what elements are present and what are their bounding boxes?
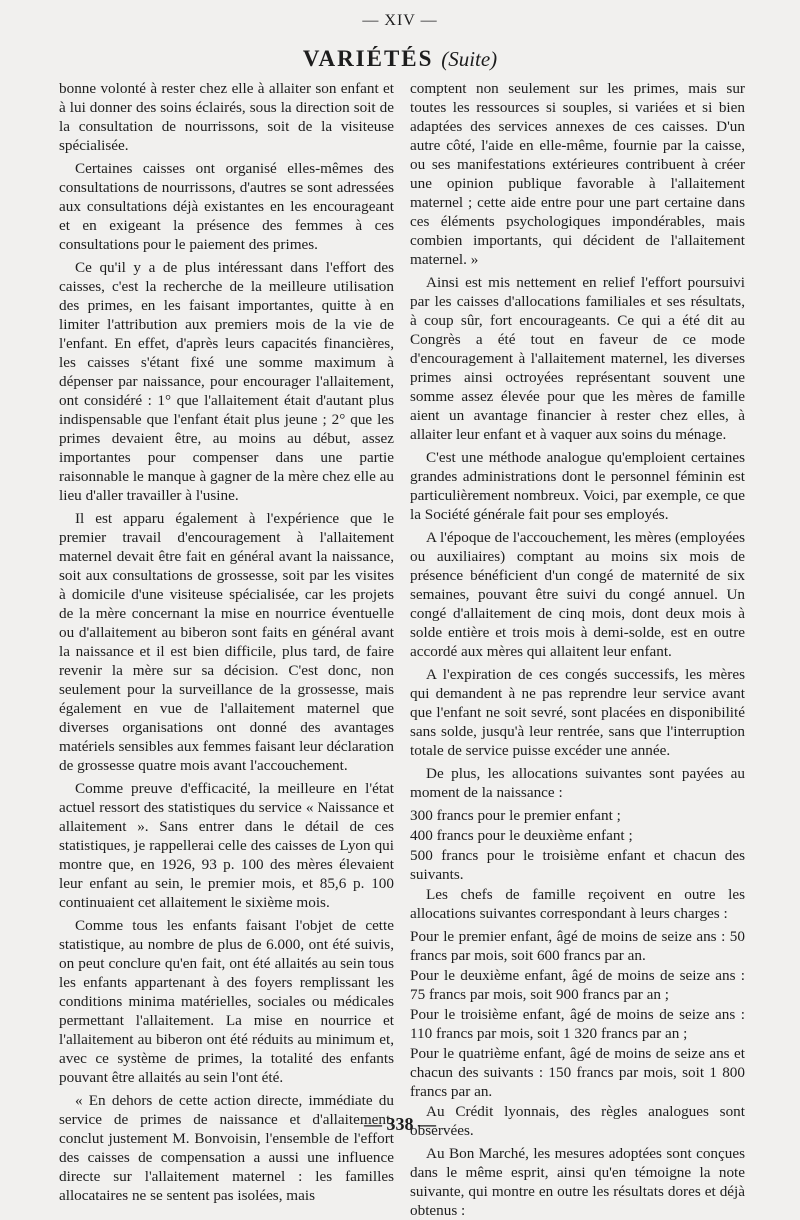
list-item: 500 francs pour le troisième enfant et chacun des suivants. <box>410 847 745 883</box>
paragraph: A l'expiration de ces congés successifs, les mères qui demandent à ne pas reprendre leur service avant que l'enfant ne soit sevré, sont placées en disponibilité sans solde, jusqu'à leur rentrée, sans que l'interruption totale de service puisse excéder une année. <box>410 666 745 759</box>
paragraph: A l'époque de l'accouchement, les mères (employées ou auxiliaires) comptant au moins six mois de présence bénéficient d'un congé de maternité de six semaines, pouvant être suivi du congé annuel. Un congé d'allaitement de cinq mois, dont deux mois à solde entière et trois mois à demi-solde, est en outre accordé aux mères qui allaitent leur enfant. <box>410 529 745 660</box>
paragraph: Les chefs de famille reçoivent en outre les allocations suivantes correspondant à leurs charges : <box>410 886 745 922</box>
section-subtitle: (Suite) <box>441 47 498 71</box>
paragraph: De plus, les allocations suivantes sont payées au moment de la naissance : <box>410 765 745 801</box>
list-item: Pour le deuxième enfant, âgé de moins de seize ans : 75 francs par mois, soit 900 francs par an ; <box>410 967 745 1003</box>
paragraph: Comme preuve d'efficacité, la meilleure en l'état actuel ressort des statistiques du service « Naissance et allaitement ». Sans entrer dans le détail de ces statistiques, je rappellerai celle des caisses de Lyon qui montre que, en 1926, 93 p. 100 des mères élevaient leur enfant au sein, le premier mois, et 85,6 p. 100 continuaient cet allaitement le sixième mois. <box>59 780 394 911</box>
section-title: VARIÉTÉS <box>302 46 434 71</box>
list-item: 400 francs pour le deuxième enfant ; <box>410 827 633 844</box>
list-item: Pour le troisième enfant, âgé de moins de seize ans : 110 francs par mois, soit 1 320 francs par an ; <box>410 1006 745 1042</box>
paragraph: C'est une méthode analogue qu'emploient certaines grandes administrations dont le personnel féminin est particulièrement nombreux. Voici, par exemple, ce que la Société générale fait pour ses employés. <box>410 449 745 523</box>
list-item: Pour le premier enfant, âgé de moins de seize ans : 50 francs par mois, soit 600 francs par an. <box>410 928 745 964</box>
paragraph: Ainsi est mis nettement en relief l'effort poursuivi par les caisses d'allocations familiales et ses résultats, à coup sûr, fort encourageants. Ce qui a été dit au Congrès a été tout en faveur de ce mode d'encouragement à l'allaitement maternel, les diverses primes ainsi octroyées représentant souvent une somme assez élevée pour que les mères de famille aient un avantage financier à rester chez elles, à allaiter leur enfant et à vaquer aux soins du ménage. <box>410 274 745 443</box>
right-column <box>410 79 745 1219</box>
list-item: Pour le quatrième enfant, âgé de moins de seize ans et chacun des suivants : 150 francs par mois, soit 1 800 francs par an. <box>410 1045 745 1100</box>
list-item: 300 francs pour le premier enfant ; <box>410 807 621 824</box>
left-column <box>59 79 394 1204</box>
paragraph: Au Bon Marché, les mesures adoptées sont conçues dans le même esprit, ainsi qu'en témoigne la note suivante, qui montre en outre les résultats dores et déjà obtenus : <box>410 1145 745 1219</box>
paragraph: Comme tous les enfants faisant l'objet de cette statistique, au nombre de plus de 6.000, ont été suivis, on peut conclure qu'en fait, ont été allaités au sein tous les enfants appartenant à des foyers remplissant les conditions minima matérielles, sociales ou médicales permettant l'allaitement. La mise en nourrice et l'allaitement au biberon ont été réduits au minimum et, avec ce système de primes, la totalité des enfants pouvant être allaités au sein l'ont été. <box>59 917 394 1086</box>
paragraph: Certaines caisses ont organisé elles-mêmes des consultations de nourrissons, d'autres se sont adressées aux consultations déjà existantes en les encourageant et en exigeant la présence des femmes à ces consultations pour le paiement des primes. <box>59 160 394 253</box>
paragraph: « En dehors de cette action directe, immédiate du service de primes de naissance et d'allaitement, conclut justement M. Bonvoisin, l'ensemble de l'effort des caisses de compensation a aussi une influence directe sur l'allaitement maternel : les familles allocataires ne se sentent pas isolées, mais <box>59 1092 394 1204</box>
paragraph: Ce qu'il y a de plus intéressant dans l'effort des caisses, c'est la recherche de la meilleure utilisation des primes, en les faisant importantes, quitte à en limiter l'attribution aux premiers mois de la vie de l'enfant. En effet, d'après leurs capacités financières, les caisses s'étant fixé une somme maximum à dépenser par naissance, pour encourager l'allaitement, ont considéré : 1° que l'allaitement était d'autant plus indispensable que l'enfant était plus jeune ; 2° que les primes devaient être, au moins au début, assez importantes pour compenser dans une partie raisonnable le manque à gagner de la mère chez elle au lieu d'aller travailler à l'usine. <box>59 259 394 504</box>
roman-folio: — XIV — <box>362 12 438 29</box>
page-number: — 338 — <box>364 1114 436 1134</box>
paragraph: Il est apparu également à l'expérience que le premier travail d'encouragement à l'allaitement maternel devait être fait en général avant la naissance, soit aux consultations de grossesse, soit par les visites à domicile d'une visiteuse spécialisée, car les projets de la mère concernant la mise en nourrice éventuelle ou d'allaitement au biberon sont faits en général avant la naissance et il est bien difficile, plus tard, de faire revenir la mère sur sa décision. C'est donc, non seulement pour la surveillance de la grossesse, mais également en vue de l'allaitement maternel que diverses organisations ont donné des avantages matériels sensibles aux femmes faisant leur déclaration de grossesse quatre mois avant l'accouchement. <box>59 510 394 774</box>
paragraph: Au Crédit lyonnais, des règles analogues sont observées. <box>410 1103 745 1139</box>
paragraph: bonne volonté à rester chez elle à allaiter son enfant et à lui donner des soins éclairés, sous la direction soit de la consultation de nourrissons, soit de la visiteuse spécialisée. <box>59 80 394 154</box>
section-heading <box>0 46 800 72</box>
paragraph: comptent non seulement sur les primes, mais sur toutes les ressources si souples, si variées et si bien adaptées des services annexes de ces caisses. D'un autre côté, l'aide en elle-même, fournie par la caisse, ou ses manifestations extérieures contribuent à créer une opinion publique favorable à l'allaitement maternel ; cette aide entre pour une part certaine dans ces éléments psychologiques impondérables, mais combien importants, qui décident de l'allaitement maternel. » <box>410 80 745 268</box>
